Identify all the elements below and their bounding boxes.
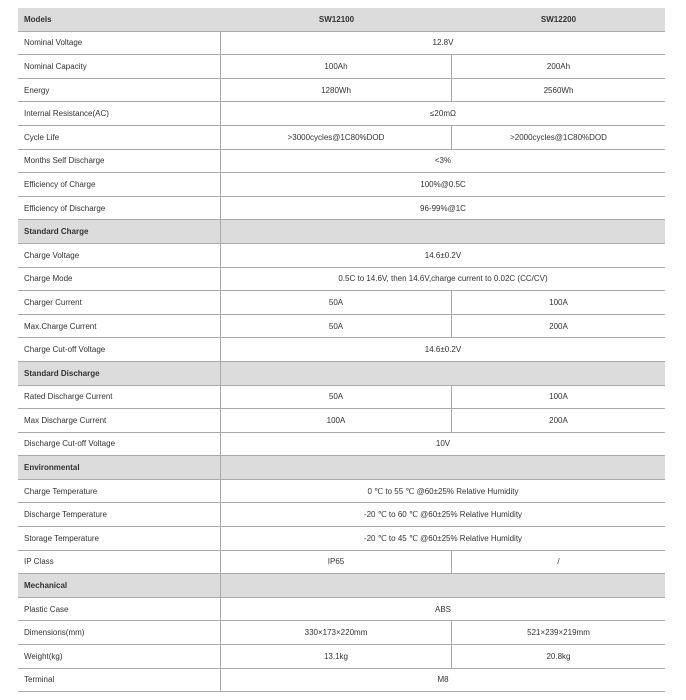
- spec-label: Months Self Discharge: [18, 150, 221, 173]
- spec-label: Dimensions(mm): [18, 621, 221, 644]
- spec-value-sw12200: 2560Wh: [543, 85, 574, 95]
- section-header-row: [18, 220, 665, 244]
- section-title: Standard Charge: [18, 220, 221, 243]
- table-row: [18, 197, 665, 221]
- spec-value-shared: 14.6±0.2V: [424, 345, 462, 355]
- spec-value-sw12100: IP65: [221, 551, 452, 574]
- spec-value-sw12200: 521×239×219mm: [527, 628, 590, 638]
- spec-label: IP Class: [18, 551, 221, 574]
- spec-label: Storage Temperature: [18, 527, 221, 550]
- spec-value-sw12200: 200A: [549, 321, 568, 331]
- section-title: Mechanical: [18, 574, 221, 597]
- spec-label: Efficiency of Discharge: [18, 197, 221, 220]
- table-row: [18, 173, 665, 197]
- table-row: [18, 480, 665, 504]
- spec-label: Cycle Life: [18, 126, 221, 149]
- spec-value-sw12100: >3000cycles@1C80%DOD: [221, 126, 452, 149]
- table-row: [18, 503, 665, 527]
- spec-value-sw12200: 100A: [549, 392, 568, 402]
- spec-value-sw12100: 50A: [221, 315, 452, 338]
- spec-value-sw12100: 50A: [221, 386, 452, 409]
- table-header-row: [18, 8, 665, 32]
- spec-value-shared: 96-99%@1C: [420, 203, 466, 213]
- spec-value-sw12200: 200Ah: [546, 61, 571, 71]
- spec-label: Discharge Cut-off Voltage: [18, 433, 221, 456]
- table-row: [18, 79, 665, 103]
- spec-label: Nominal Voltage: [18, 32, 221, 55]
- spec-value-sw12100: 50A: [221, 291, 452, 314]
- spec-label: Plastic Case: [18, 598, 221, 621]
- section-header-row: [18, 456, 665, 480]
- table-body: [18, 32, 665, 693]
- spec-label: Rated Discharge Current: [18, 386, 221, 409]
- spec-value-shared: 0 ℃ to 55 ℃ @60±25% Relative Humidity: [367, 486, 519, 496]
- table-row: [18, 244, 665, 268]
- spec-value-sw12200: 200A: [549, 415, 568, 425]
- spec-label: Efficiency of Charge: [18, 173, 221, 196]
- spec-value-shared: 0.5C to 14.6V, then 14.6V,charge current to 0.02C (CC/CV): [338, 274, 548, 284]
- table-row: [18, 386, 665, 410]
- spec-label: Charge Mode: [18, 268, 221, 291]
- spec-value-shared: -20 ℃ to 45 ℃ @60±25% Relative Humidity: [363, 533, 523, 543]
- spec-label: Weight(kg): [18, 645, 221, 668]
- spec-value-sw12200: 100A: [549, 297, 568, 307]
- table-row: [18, 126, 665, 150]
- table-row: [18, 102, 665, 126]
- table-row: [18, 55, 665, 79]
- spec-table: [18, 8, 665, 692]
- section-header-row: [18, 574, 665, 598]
- spec-value-shared: 12.8V: [432, 38, 454, 48]
- spec-value-sw12100: 1280Wh: [221, 79, 452, 102]
- spec-label: Charge Cut-off Voltage: [18, 338, 221, 361]
- spec-value-sw12100: 100A: [221, 409, 452, 432]
- table-row: [18, 150, 665, 174]
- spec-value-shared: -20 ℃ to 60 ℃ @60±25% Relative Humidity: [363, 510, 523, 520]
- header-model-sw12200: SW12200: [540, 14, 577, 24]
- spec-value-sw12200: >2000cycles@1C80%DOD: [510, 132, 607, 142]
- spec-label: Max.Charge Current: [18, 315, 221, 338]
- section-title: Environmental: [18, 456, 221, 479]
- spec-label: Terminal: [18, 669, 221, 692]
- spec-value-sw12100: 100Ah: [221, 55, 452, 78]
- spec-value-shared: <3%: [434, 156, 452, 166]
- table-row: [18, 338, 665, 362]
- table-row: [18, 291, 665, 315]
- table-row: [18, 409, 665, 433]
- spec-label: Discharge Temperature: [18, 503, 221, 526]
- table-row: [18, 669, 665, 693]
- spec-label: Charger Current: [18, 291, 221, 314]
- header-models-label: Models: [24, 14, 52, 24]
- table-row: [18, 433, 665, 457]
- table-row: [18, 621, 665, 645]
- section-header-row: [18, 362, 665, 386]
- spec-label: Charge Voltage: [18, 244, 221, 267]
- spec-value-shared: 14.6±0.2V: [424, 250, 462, 260]
- header-model-sw12100: SW12100: [318, 14, 355, 24]
- section-title: Standard Discharge: [18, 362, 221, 385]
- spec-label: Nominal Capacity: [18, 55, 221, 78]
- spec-value-shared: 100%@0.5C: [420, 179, 466, 189]
- spec-value-shared: M8: [437, 675, 449, 685]
- table-row: [18, 268, 665, 292]
- spec-value-sw12100: 330×173×220mm: [221, 621, 452, 644]
- spec-value-shared: ≤20mΩ: [430, 109, 456, 119]
- spec-value-sw12100: 13.1kg: [221, 645, 452, 668]
- spec-value-shared: 10V: [435, 439, 451, 449]
- table-row: [18, 32, 665, 56]
- table-row: [18, 645, 665, 669]
- spec-label: Max Discharge Current: [18, 409, 221, 432]
- spec-value-shared: ABS: [434, 604, 451, 614]
- table-row: [18, 598, 665, 622]
- spec-value-sw12200: /: [557, 557, 560, 567]
- spec-label: Charge Temperature: [18, 480, 221, 503]
- table-row: [18, 315, 665, 339]
- spec-label: Internal Resistance(AC): [18, 102, 221, 125]
- table-row: [18, 551, 665, 575]
- table-row: [18, 527, 665, 551]
- spec-label: Energy: [18, 79, 221, 102]
- spec-value-sw12200: 20.8kg: [546, 651, 571, 661]
